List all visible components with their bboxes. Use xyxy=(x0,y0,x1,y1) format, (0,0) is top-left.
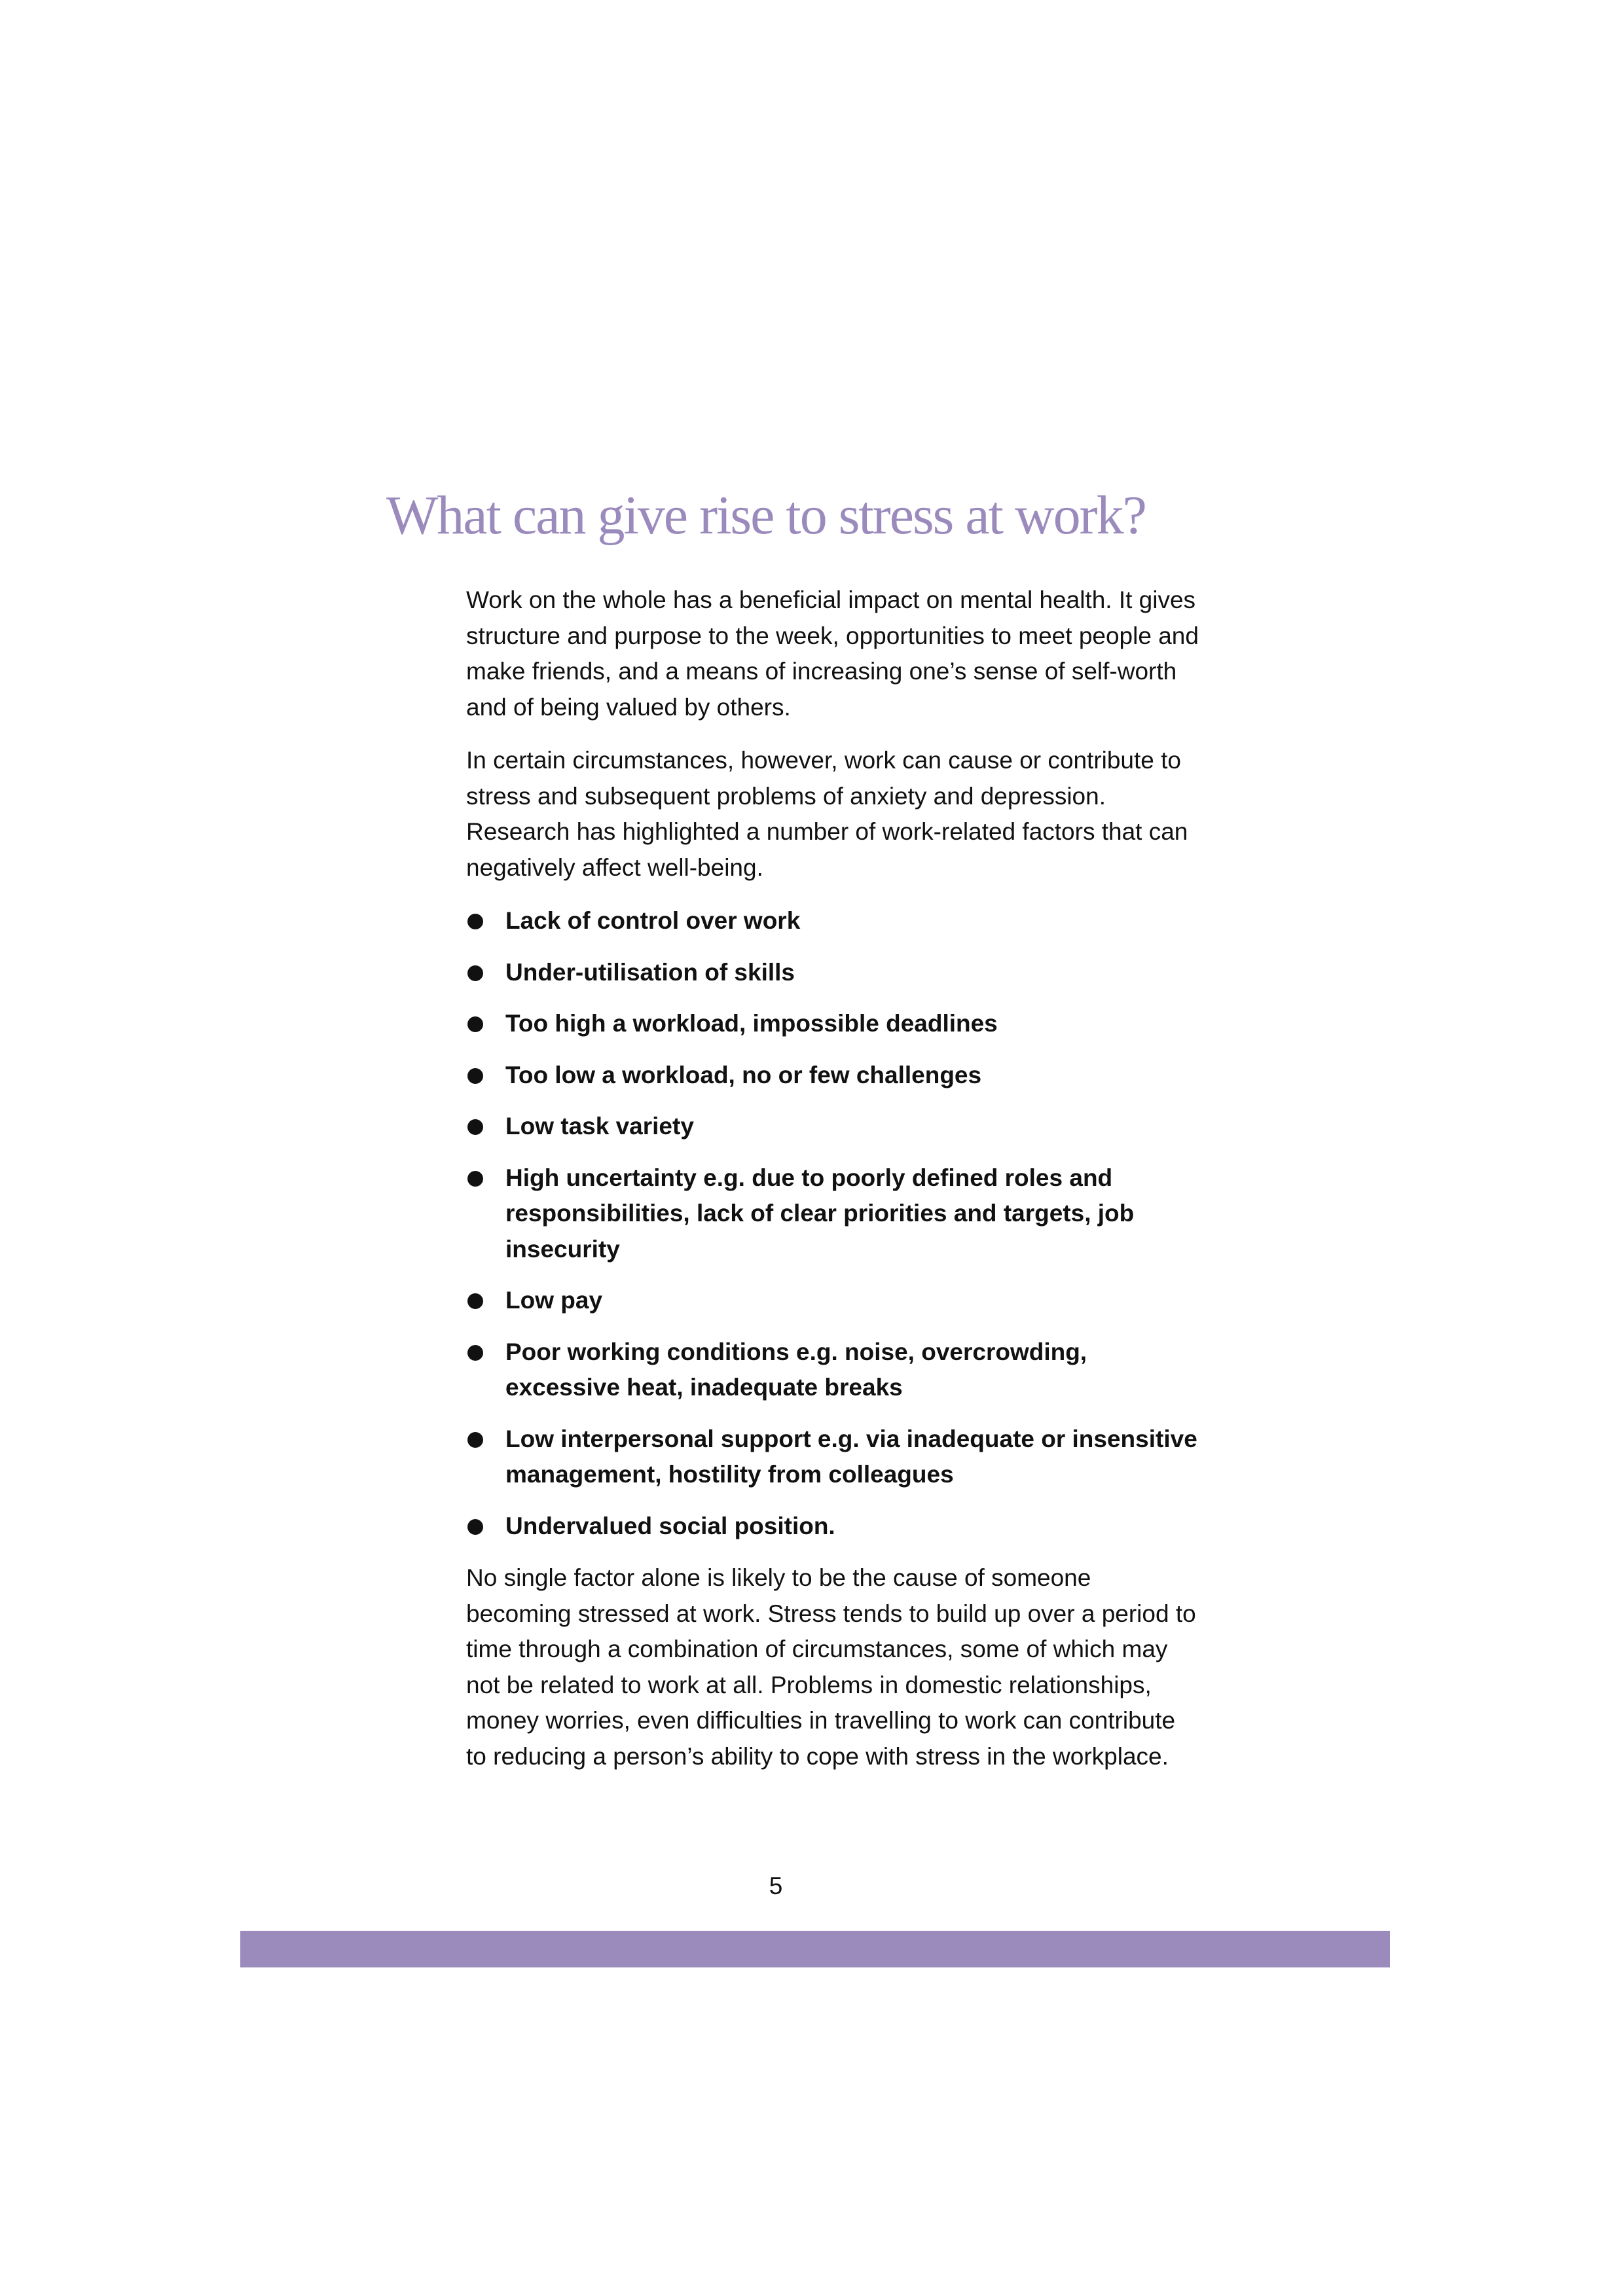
list-item-text: Undervalued social position. xyxy=(505,1512,835,1539)
bullet-icon xyxy=(467,965,483,981)
bullet-icon xyxy=(467,1519,483,1535)
bullet-icon xyxy=(467,1345,483,1361)
bullet-icon xyxy=(467,1016,483,1032)
bullet-icon xyxy=(467,914,483,929)
list-item-text: Lack of control over work xyxy=(505,907,801,934)
list-item xyxy=(466,1422,1199,1493)
bullet-icon xyxy=(467,1171,483,1187)
list-item xyxy=(466,903,1199,939)
list-item xyxy=(466,1335,1199,1406)
intro-paragraph: Work on the whole has a beneficial impact on mental health. It gives structure and purpose to the week, opportunities to meet people and make friends, and a means of increasing one’s sense of self-worth and of being valued by others. xyxy=(466,586,1199,721)
page-title: What can give rise to stress at work? xyxy=(386,485,1146,546)
list-item xyxy=(466,1160,1199,1268)
list-item-text: Too low a workload, no or few challenges xyxy=(505,1061,982,1088)
list-item-text: Under-utilisation of skills xyxy=(505,958,795,986)
list-item xyxy=(466,1006,1199,1042)
bullet-icon xyxy=(467,1293,483,1309)
footer-bar xyxy=(240,1931,1390,1967)
list-item-text: Low interpersonal support e.g. via inadequate or insensitive management, hostility from colleagues xyxy=(505,1425,1197,1488)
list-item-text: Low pay xyxy=(505,1287,603,1314)
list-item xyxy=(466,955,1199,991)
list-item-text: Low task variety xyxy=(505,1113,694,1139)
list-item xyxy=(466,1509,1199,1545)
bullet-icon xyxy=(467,1068,483,1084)
page-number: 5 xyxy=(769,1873,783,1899)
closing-paragraph: No single factor alone is likely to be the cause of someone becoming stressed at work. Stress tends to build up over a period to time through a combination of circumstances, some of which may not be related to work at all. Problems in domestic relationships, money worries, even difficulties in travelling to work can contribute to reducing a person’s ability to cope with stress in the workplace. xyxy=(466,1564,1196,1770)
list-item xyxy=(466,1109,1199,1145)
stress-factors-list xyxy=(466,903,1199,1544)
list-item xyxy=(466,1058,1199,1094)
list-item xyxy=(466,1283,1199,1319)
list-item-text: Poor working conditions e.g. noise, overcrowding, excessive heat, inadequate breaks xyxy=(505,1338,1087,1401)
list-item-text: Too high a workload, impossible deadlines xyxy=(505,1010,998,1037)
bullet-icon xyxy=(467,1432,483,1448)
bullet-icon xyxy=(467,1119,483,1135)
list-item-text: High uncertainty e.g. due to poorly defined roles and responsibilities, lack of clear priorities and targets, job insecurity xyxy=(505,1164,1135,1263)
intro-paragraph: In certain circumstances, however, work can cause or contribute to stress and subsequent problems of anxiety and depression. Research has highlighted a number of work-related factors that can negatively affect well-being. xyxy=(466,747,1188,881)
body-content xyxy=(466,583,1199,1792)
